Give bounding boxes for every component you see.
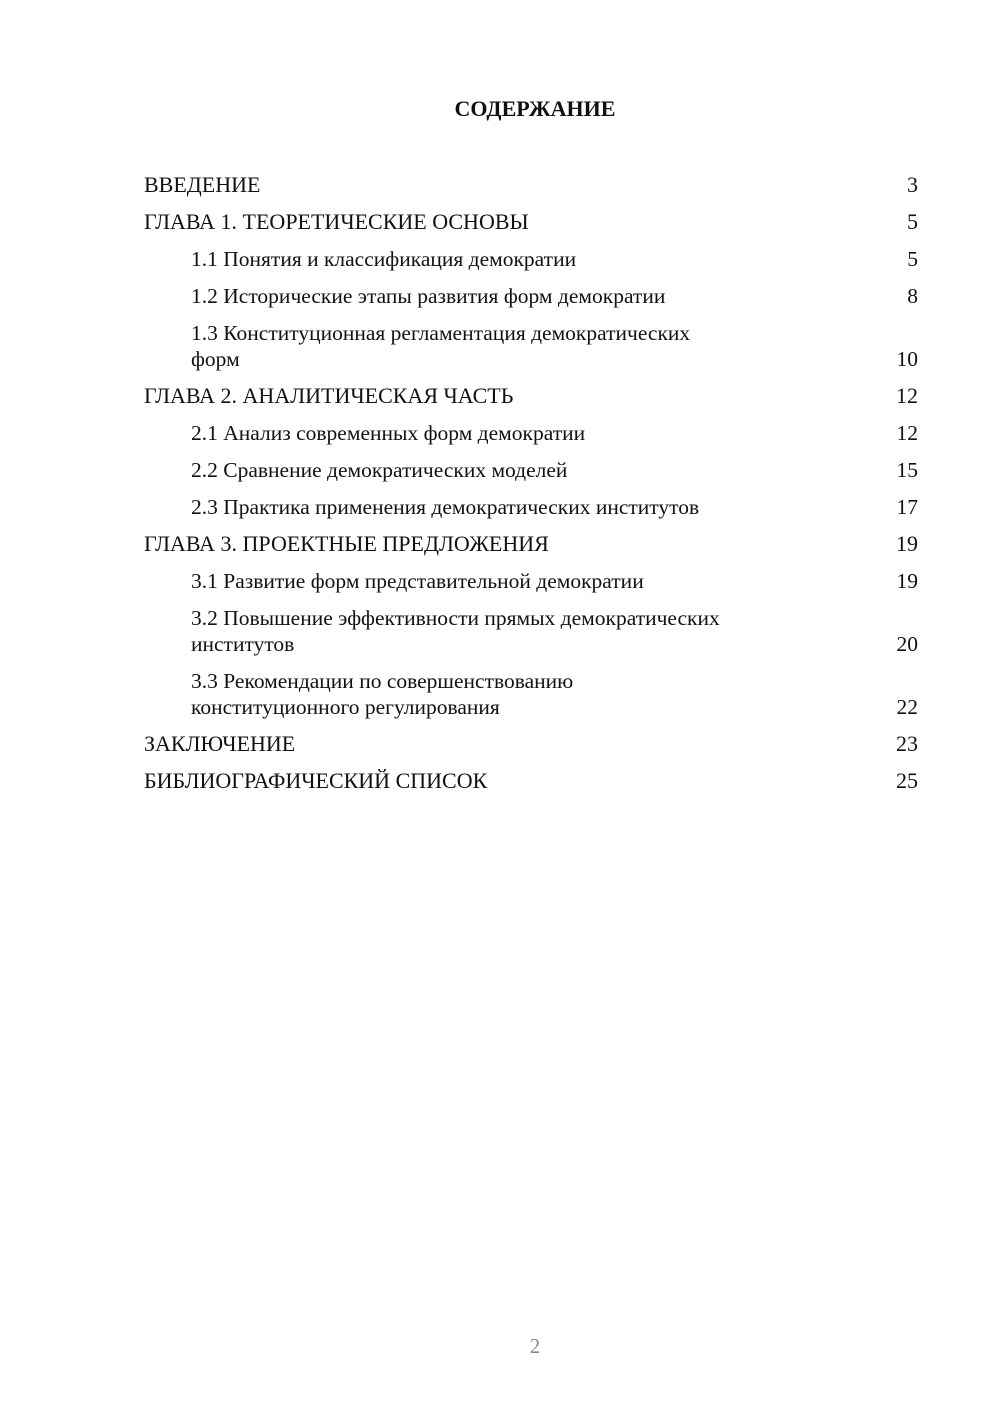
entry-page-number: 19 <box>896 530 918 556</box>
entry-title <box>144 731 295 757</box>
entry-title <box>144 209 529 235</box>
entry-title <box>191 605 720 657</box>
toc-subsection-entry <box>144 662 918 725</box>
entry-title <box>191 494 699 520</box>
entry-title-line: ГЛАВА 1. ТЕОРЕТИЧЕСКИЕ ОСНОВЫ <box>144 208 529 234</box>
entry-title <box>191 568 644 594</box>
entry-page-number: 17 <box>896 494 918 519</box>
entry-title <box>191 320 690 372</box>
table-of-contents <box>144 166 918 799</box>
toc-subsection-entry <box>144 599 918 662</box>
entry-page-number: 19 <box>896 568 918 593</box>
entry-title-line: 1.1 Понятия и классификация демократии <box>191 246 577 271</box>
entry-title-line: 2.2 Сравнение демократических моделей <box>191 457 568 482</box>
entry-title-line: 1.2 Исторические этапы развития форм демократии <box>191 283 666 308</box>
toc-subsection-entry <box>144 277 918 314</box>
entry-title-line: БИБЛИОГРАФИЧЕСКИЙ СПИСОК <box>144 767 488 793</box>
toc-title: СОДЕРЖАНИЕ <box>454 96 616 121</box>
entry-title <box>144 172 260 198</box>
entry-title-line: 2.1 Анализ современных форм демократии <box>191 420 586 445</box>
entry-page-number: 5 <box>907 246 918 271</box>
entry-title-line: 3.1 Развитие форм представительной демократии <box>191 568 644 593</box>
toc-subsection-entry <box>144 488 918 525</box>
entry-title <box>144 768 487 794</box>
toc-subsection-entry <box>144 314 918 377</box>
toc-chapter-entry <box>144 762 918 799</box>
entry-title-line: форм <box>191 346 240 371</box>
entry-title-line: ЗАКЛЮЧЕНИЕ <box>144 730 296 756</box>
entry-page-number: 5 <box>907 208 918 234</box>
toc-subsection-entry <box>144 414 918 451</box>
entry-page-number: 3 <box>907 171 918 197</box>
entry-page-number: 10 <box>896 346 918 371</box>
entry-title-line: ГЛАВА 3. ПРОЕКТНЫЕ ПРЕДЛОЖЕНИЯ <box>144 530 549 556</box>
toc-subsection-entry <box>144 240 918 277</box>
entry-page-number: 12 <box>896 420 918 445</box>
entry-title-line: 2.3 Практика применения демократических институтов <box>191 494 700 519</box>
entry-title-line: 3.3 Рекомендации по совершенствованию <box>191 668 574 693</box>
entry-page-number: 8 <box>907 283 918 308</box>
entry-title <box>144 531 549 557</box>
entry-title-line: ВВЕДЕНИЕ <box>144 171 261 197</box>
page-number: 2 <box>529 1334 541 1358</box>
entry-page-number: 15 <box>896 457 918 482</box>
toc-subsection-entry <box>144 562 918 599</box>
entry-page-number: 20 <box>896 631 918 656</box>
entry-page-number: 12 <box>896 382 918 408</box>
entry-title-line: институтов <box>191 631 295 656</box>
entry-title-line: 1.3 Конституционная регламентация демократических <box>191 320 691 345</box>
toc-chapter-entry <box>144 377 918 414</box>
entry-title <box>191 283 665 309</box>
entry-title <box>191 246 576 272</box>
entry-title-line: ГЛАВА 2. АНАЛИТИЧЕСКАЯ ЧАСТЬ <box>144 382 514 408</box>
entry-page-number: 22 <box>896 694 918 719</box>
toc-chapter-entry <box>144 203 918 240</box>
entry-title-line: конституционного регулирования <box>191 694 500 719</box>
entry-page-number: 23 <box>896 730 918 756</box>
entry-title <box>144 383 513 409</box>
entry-title <box>191 668 573 720</box>
entry-title-line: 3.2 Повышение эффективности прямых демократических <box>191 605 720 630</box>
entry-title <box>191 420 585 446</box>
toc-chapter-entry <box>144 525 918 562</box>
entry-title <box>191 457 567 483</box>
toc-chapter-entry <box>144 166 918 203</box>
toc-subsection-entry <box>144 451 918 488</box>
entry-page-number: 25 <box>896 767 918 793</box>
toc-chapter-entry <box>144 725 918 762</box>
